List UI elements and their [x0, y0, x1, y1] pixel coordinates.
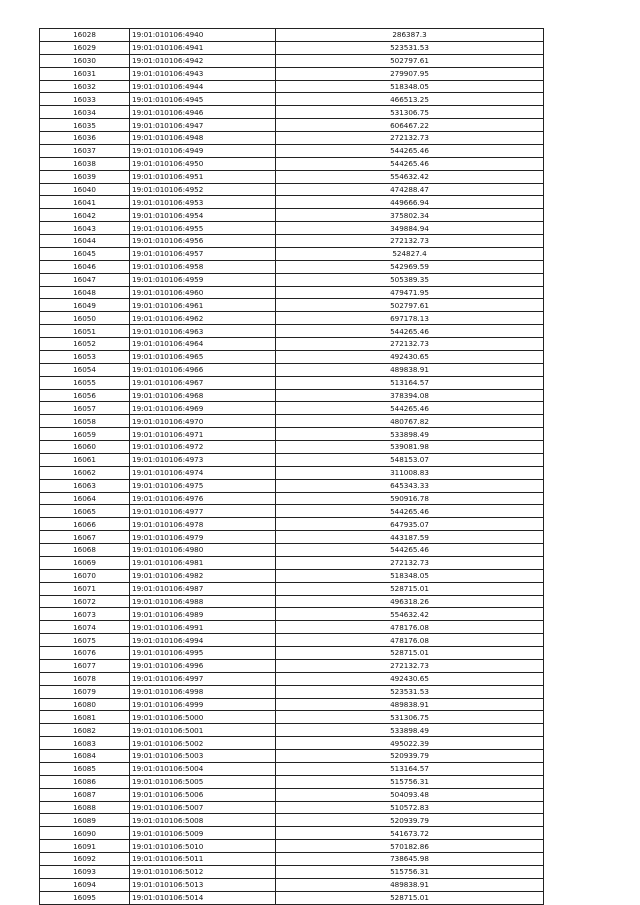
value-cell: 520939.79: [276, 814, 544, 827]
table-row: [40, 286, 544, 299]
cadastral-number-cell: 19:01:010106:4995: [130, 647, 276, 660]
row-number-cell: 16078: [40, 672, 130, 685]
cadastral-number-cell: 19:01:010106:4996: [130, 659, 276, 672]
value-cell: 523531.53: [276, 685, 544, 698]
cadastral-number-cell: 19:01:010106:4958: [130, 260, 276, 273]
value-cell: 375802.34: [276, 209, 544, 222]
value-cell: 590916.78: [276, 492, 544, 505]
row-number-cell: 16036: [40, 132, 130, 145]
row-number-cell: 16039: [40, 170, 130, 183]
table-row: [40, 106, 544, 119]
row-number-cell: 16037: [40, 144, 130, 157]
cadastral-number-cell: 19:01:010106:4960: [130, 286, 276, 299]
value-cell: 492430.65: [276, 672, 544, 685]
row-number-cell: 16065: [40, 505, 130, 518]
table-row: [40, 376, 544, 389]
row-number-cell: 16046: [40, 260, 130, 273]
value-cell: 513164.57: [276, 376, 544, 389]
table-row: [40, 170, 544, 183]
table-row: [40, 737, 544, 750]
cadastral-number-cell: 19:01:010106:4987: [130, 582, 276, 595]
cadastral-number-cell: 19:01:010106:4982: [130, 569, 276, 582]
value-cell: 515756.31: [276, 775, 544, 788]
registry-table-body: [40, 29, 544, 905]
table-row: [40, 273, 544, 286]
cadastral-number-cell: 19:01:010106:4963: [130, 325, 276, 338]
row-number-cell: 16041: [40, 196, 130, 209]
value-cell: 505389.35: [276, 273, 544, 286]
value-cell: 510572.83: [276, 801, 544, 814]
table-row: [40, 29, 544, 42]
value-cell: 570182.86: [276, 840, 544, 853]
value-cell: 513164.57: [276, 762, 544, 775]
row-number-cell: 16055: [40, 376, 130, 389]
table-row: [40, 762, 544, 775]
row-number-cell: 16072: [40, 595, 130, 608]
table-row: [40, 389, 544, 402]
row-number-cell: 16071: [40, 582, 130, 595]
row-number-cell: 16051: [40, 325, 130, 338]
value-cell: 495022.39: [276, 737, 544, 750]
value-cell: 542969.59: [276, 260, 544, 273]
cadastral-number-cell: 19:01:010106:4989: [130, 608, 276, 621]
cadastral-number-cell: 19:01:010106:4972: [130, 441, 276, 454]
value-cell: 378394.08: [276, 389, 544, 402]
value-cell: 544265.46: [276, 544, 544, 557]
table-row: [40, 363, 544, 376]
table-row: [40, 479, 544, 492]
value-cell: 478176.08: [276, 634, 544, 647]
table-row: [40, 428, 544, 441]
cadastral-number-cell: 19:01:010106:5006: [130, 788, 276, 801]
table-row: [40, 685, 544, 698]
table-row: [40, 54, 544, 67]
value-cell: 544265.46: [276, 325, 544, 338]
cadastral-number-cell: 19:01:010106:4942: [130, 54, 276, 67]
cadastral-number-cell: 19:01:010106:4974: [130, 466, 276, 479]
value-cell: 738645.98: [276, 853, 544, 866]
table-row: [40, 67, 544, 80]
value-cell: 272132.73: [276, 235, 544, 248]
cadastral-number-cell: 19:01:010106:4973: [130, 453, 276, 466]
table-row: [40, 711, 544, 724]
cadastral-number-cell: 19:01:010106:4999: [130, 698, 276, 711]
cadastral-number-cell: 19:01:010106:4944: [130, 80, 276, 93]
value-cell: 647935.07: [276, 518, 544, 531]
cadastral-number-cell: 19:01:010106:4955: [130, 222, 276, 235]
table-row: [40, 569, 544, 582]
table-row: [40, 865, 544, 878]
row-number-cell: 16062: [40, 466, 130, 479]
value-cell: 489838.91: [276, 698, 544, 711]
cadastral-number-cell: 19:01:010106:5014: [130, 891, 276, 904]
row-number-cell: 16086: [40, 775, 130, 788]
cadastral-number-cell: 19:01:010106:5000: [130, 711, 276, 724]
cadastral-number-cell: 19:01:010106:4945: [130, 93, 276, 106]
row-number-cell: 16067: [40, 531, 130, 544]
row-number-cell: 16090: [40, 827, 130, 840]
table-row: [40, 325, 544, 338]
table-row: [40, 80, 544, 93]
cadastral-number-cell: 19:01:010106:4947: [130, 119, 276, 132]
cadastral-number-cell: 19:01:010106:4988: [130, 595, 276, 608]
table-row: [40, 402, 544, 415]
row-number-cell: 16063: [40, 479, 130, 492]
table-row: [40, 621, 544, 634]
table-row: [40, 119, 544, 132]
value-cell: 272132.73: [276, 132, 544, 145]
value-cell: 349884.94: [276, 222, 544, 235]
table-row: [40, 518, 544, 531]
cadastral-number-cell: 19:01:010106:5002: [130, 737, 276, 750]
cadastral-number-cell: 19:01:010106:4967: [130, 376, 276, 389]
row-number-cell: 16085: [40, 762, 130, 775]
row-number-cell: 16038: [40, 157, 130, 170]
cadastral-number-cell: 19:01:010106:4956: [130, 235, 276, 248]
row-number-cell: 16031: [40, 67, 130, 80]
cadastral-number-cell: 19:01:010106:5009: [130, 827, 276, 840]
row-number-cell: 16048: [40, 286, 130, 299]
cadastral-number-cell: 19:01:010106:4961: [130, 299, 276, 312]
table-row: [40, 788, 544, 801]
value-cell: 478176.08: [276, 621, 544, 634]
row-number-cell: 16076: [40, 647, 130, 660]
value-cell: 544265.46: [276, 505, 544, 518]
table-row: [40, 814, 544, 827]
cadastral-number-cell: 19:01:010106:4957: [130, 247, 276, 260]
value-cell: 272132.73: [276, 338, 544, 351]
cadastral-number-cell: 19:01:010106:4954: [130, 209, 276, 222]
table-row: [40, 183, 544, 196]
cadastral-number-cell: 19:01:010106:5003: [130, 750, 276, 763]
row-number-cell: 16080: [40, 698, 130, 711]
cadastral-number-cell: 19:01:010106:4962: [130, 312, 276, 325]
table-row: [40, 827, 544, 840]
row-number-cell: 16064: [40, 492, 130, 505]
table-row: [40, 144, 544, 157]
row-number-cell: 16040: [40, 183, 130, 196]
value-cell: 697178.13: [276, 312, 544, 325]
row-number-cell: 16042: [40, 209, 130, 222]
value-cell: 492430.65: [276, 350, 544, 363]
row-number-cell: 16045: [40, 247, 130, 260]
row-number-cell: 16028: [40, 29, 130, 42]
row-number-cell: 16092: [40, 853, 130, 866]
cadastral-number-cell: 19:01:010106:4948: [130, 132, 276, 145]
table-row: [40, 775, 544, 788]
table-row: [40, 260, 544, 273]
value-cell: 606467.22: [276, 119, 544, 132]
cadastral-number-cell: 19:01:010106:4970: [130, 415, 276, 428]
table-row: [40, 544, 544, 557]
row-number-cell: 16087: [40, 788, 130, 801]
row-number-cell: 16082: [40, 724, 130, 737]
table-row: [40, 634, 544, 647]
table-row: [40, 492, 544, 505]
table-row: [40, 453, 544, 466]
value-cell: 479471.95: [276, 286, 544, 299]
table-row: [40, 840, 544, 853]
table-row: [40, 647, 544, 660]
row-number-cell: 16070: [40, 569, 130, 582]
cadastral-number-cell: 19:01:010106:5007: [130, 801, 276, 814]
value-cell: 272132.73: [276, 659, 544, 672]
value-cell: 531306.75: [276, 106, 544, 119]
value-cell: 524827.4: [276, 247, 544, 260]
value-cell: 502797.61: [276, 299, 544, 312]
cadastral-number-cell: 19:01:010106:4959: [130, 273, 276, 286]
value-cell: 474288.47: [276, 183, 544, 196]
cadastral-number-cell: 19:01:010106:4946: [130, 106, 276, 119]
value-cell: 533898.49: [276, 724, 544, 737]
cadastral-number-cell: 19:01:010106:4994: [130, 634, 276, 647]
row-number-cell: 16043: [40, 222, 130, 235]
row-number-cell: 16057: [40, 402, 130, 415]
value-cell: 480767.82: [276, 415, 544, 428]
value-cell: 518348.05: [276, 569, 544, 582]
table-row: [40, 312, 544, 325]
registry-table: [39, 28, 544, 905]
row-number-cell: 16081: [40, 711, 130, 724]
table-row: [40, 595, 544, 608]
table-row: [40, 801, 544, 814]
table-row: [40, 556, 544, 569]
value-cell: 541673.72: [276, 827, 544, 840]
cadastral-number-cell: 19:01:010106:4952: [130, 183, 276, 196]
cadastral-number-cell: 19:01:010106:4978: [130, 518, 276, 531]
value-cell: 449666.94: [276, 196, 544, 209]
value-cell: 502797.61: [276, 54, 544, 67]
row-number-cell: 16073: [40, 608, 130, 621]
table-row: [40, 466, 544, 479]
cadastral-number-cell: 19:01:010106:5012: [130, 865, 276, 878]
row-number-cell: 16059: [40, 428, 130, 441]
row-number-cell: 16089: [40, 814, 130, 827]
cadastral-number-cell: 19:01:010106:4964: [130, 338, 276, 351]
value-cell: 496318.26: [276, 595, 544, 608]
value-cell: 279907.95: [276, 67, 544, 80]
row-number-cell: 16095: [40, 891, 130, 904]
cadastral-number-cell: 19:01:010106:5001: [130, 724, 276, 737]
cadastral-number-cell: 19:01:010106:4971: [130, 428, 276, 441]
row-number-cell: 16044: [40, 235, 130, 248]
table-row: [40, 209, 544, 222]
value-cell: 489838.91: [276, 363, 544, 376]
table-row: [40, 132, 544, 145]
row-number-cell: 16069: [40, 556, 130, 569]
table-row: [40, 608, 544, 621]
table-row: [40, 247, 544, 260]
cadastral-number-cell: 19:01:010106:4976: [130, 492, 276, 505]
cadastral-number-cell: 19:01:010106:4951: [130, 170, 276, 183]
value-cell: 528715.01: [276, 582, 544, 595]
table-row: [40, 505, 544, 518]
row-number-cell: 16052: [40, 338, 130, 351]
table-row: [40, 659, 544, 672]
cadastral-number-cell: 19:01:010106:5005: [130, 775, 276, 788]
cadastral-number-cell: 19:01:010106:4940: [130, 29, 276, 42]
table-row: [40, 891, 544, 904]
value-cell: 518348.05: [276, 80, 544, 93]
table-row: [40, 724, 544, 737]
table-row: [40, 531, 544, 544]
row-number-cell: 16058: [40, 415, 130, 428]
cadastral-number-cell: 19:01:010106:5010: [130, 840, 276, 853]
row-number-cell: 16032: [40, 80, 130, 93]
value-cell: 548153.07: [276, 453, 544, 466]
cadastral-number-cell: 19:01:010106:4977: [130, 505, 276, 518]
table-row: [40, 415, 544, 428]
cadastral-number-cell: 19:01:010106:5011: [130, 853, 276, 866]
cadastral-number-cell: 19:01:010106:4997: [130, 672, 276, 685]
row-number-cell: 16079: [40, 685, 130, 698]
value-cell: 544265.46: [276, 144, 544, 157]
value-cell: 528715.01: [276, 891, 544, 904]
table-row: [40, 350, 544, 363]
value-cell: 531306.75: [276, 711, 544, 724]
row-number-cell: 16054: [40, 363, 130, 376]
row-number-cell: 16050: [40, 312, 130, 325]
row-number-cell: 16033: [40, 93, 130, 106]
row-number-cell: 16077: [40, 659, 130, 672]
row-number-cell: 16074: [40, 621, 130, 634]
value-cell: 466513.25: [276, 93, 544, 106]
cadastral-number-cell: 19:01:010106:4969: [130, 402, 276, 415]
cadastral-number-cell: 19:01:010106:4980: [130, 544, 276, 557]
row-number-cell: 16034: [40, 106, 130, 119]
value-cell: 489838.91: [276, 878, 544, 891]
value-cell: 515756.31: [276, 865, 544, 878]
row-number-cell: 16068: [40, 544, 130, 557]
value-cell: 544265.46: [276, 402, 544, 415]
cadastral-number-cell: 19:01:010106:4975: [130, 479, 276, 492]
row-number-cell: 16094: [40, 878, 130, 891]
row-number-cell: 16091: [40, 840, 130, 853]
row-number-cell: 16060: [40, 441, 130, 454]
value-cell: 286387.3: [276, 29, 544, 42]
row-number-cell: 16061: [40, 453, 130, 466]
table-row: [40, 441, 544, 454]
row-number-cell: 16066: [40, 518, 130, 531]
cadastral-number-cell: 19:01:010106:5004: [130, 762, 276, 775]
row-number-cell: 16047: [40, 273, 130, 286]
value-cell: 554632.42: [276, 608, 544, 621]
cadastral-number-cell: 19:01:010106:4941: [130, 41, 276, 54]
table-row: [40, 196, 544, 209]
value-cell: 520939.79: [276, 750, 544, 763]
table-row: [40, 338, 544, 351]
cadastral-number-cell: 19:01:010106:4950: [130, 157, 276, 170]
row-number-cell: 16056: [40, 389, 130, 402]
cadastral-number-cell: 19:01:010106:4991: [130, 621, 276, 634]
cadastral-number-cell: 19:01:010106:4949: [130, 144, 276, 157]
value-cell: 504093.48: [276, 788, 544, 801]
row-number-cell: 16083: [40, 737, 130, 750]
row-number-cell: 16029: [40, 41, 130, 54]
table-row: [40, 299, 544, 312]
value-cell: 539081.98: [276, 441, 544, 454]
row-number-cell: 16093: [40, 865, 130, 878]
cadastral-number-cell: 19:01:010106:5008: [130, 814, 276, 827]
row-number-cell: 16053: [40, 350, 130, 363]
value-cell: 443187.59: [276, 531, 544, 544]
table-row: [40, 235, 544, 248]
table-row: [40, 582, 544, 595]
cadastral-number-cell: 19:01:010106:4979: [130, 531, 276, 544]
cadastral-number-cell: 19:01:010106:4968: [130, 389, 276, 402]
cadastral-number-cell: 19:01:010106:4981: [130, 556, 276, 569]
table-row: [40, 41, 544, 54]
table-row: [40, 698, 544, 711]
value-cell: 554632.42: [276, 170, 544, 183]
cadastral-number-cell: 19:01:010106:4943: [130, 67, 276, 80]
table-row: [40, 750, 544, 763]
value-cell: 544265.46: [276, 157, 544, 170]
row-number-cell: 16030: [40, 54, 130, 67]
value-cell: 528715.01: [276, 647, 544, 660]
cadastral-number-cell: 19:01:010106:4966: [130, 363, 276, 376]
value-cell: 311008.83: [276, 466, 544, 479]
value-cell: 533898.49: [276, 428, 544, 441]
row-number-cell: 16075: [40, 634, 130, 647]
cadastral-number-cell: 19:01:010106:4998: [130, 685, 276, 698]
table-row: [40, 672, 544, 685]
row-number-cell: 16049: [40, 299, 130, 312]
table-row: [40, 93, 544, 106]
value-cell: 523531.53: [276, 41, 544, 54]
cadastral-number-cell: 19:01:010106:5013: [130, 878, 276, 891]
row-number-cell: 16035: [40, 119, 130, 132]
value-cell: 272132.73: [276, 556, 544, 569]
value-cell: 645343.33: [276, 479, 544, 492]
table-row: [40, 853, 544, 866]
cadastral-number-cell: 19:01:010106:4953: [130, 196, 276, 209]
row-number-cell: 16088: [40, 801, 130, 814]
table-row: [40, 222, 544, 235]
table-row: [40, 878, 544, 891]
cadastral-number-cell: 19:01:010106:4965: [130, 350, 276, 363]
row-number-cell: 16084: [40, 750, 130, 763]
table-row: [40, 157, 544, 170]
